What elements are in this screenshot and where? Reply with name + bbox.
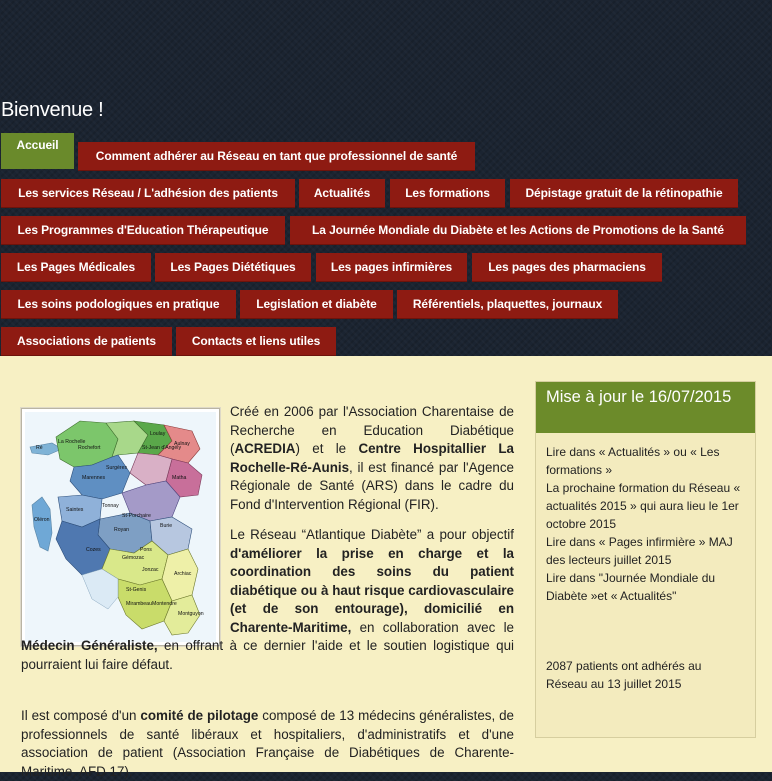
intro-paragraph-2: Le Réseau “Atlantique Diabète” a pour objectif d'améliorer la prise en charge et la coordination des soins du patient diabétique ou à haut risque cardiovasculaire (et de son entourage), domicilié en Charente-Maritime, en collaboration avec le Médecin Généraliste, en offrant à ce dernier l'aide et le soutien logistique qui pourraient lui faire défaut. bbox=[21, 527, 514, 672]
tab-journee-mondiale[interactable]: La Journée Mondiale du Diabète et les Actions de Promotions de la Santé bbox=[290, 216, 746, 245]
map-label: Saintes bbox=[66, 507, 84, 513]
intro-paragraph-1: Créé en 2006 par l'Association Charentaise de Recherche en Education Diabétique (ACREDIA) et le Centre Hospitallier La Rochelle-Ré-Aunis, il est financé par l'Agence Régionale de Santé (ARS) dans le cadre du Fond d'Intervention Régional (FIR). bbox=[230, 404, 514, 512]
map-label: St-Porchaire bbox=[122, 513, 151, 519]
map-label: Gémozac bbox=[122, 555, 145, 561]
map-label: Rochefort bbox=[78, 445, 101, 451]
main-content bbox=[0, 356, 772, 779]
tab-associations-patients[interactable]: Associations de patients bbox=[1, 327, 172, 356]
sidebar-item[interactable]: Lire dans "Journée Mondiale du Diabète »et « Actualités" bbox=[546, 571, 716, 603]
map-label: Matha bbox=[172, 475, 187, 481]
map-label: Tonnay bbox=[102, 503, 119, 509]
map-label: Montguyon bbox=[178, 611, 204, 617]
patients-count: 2087 patients ont adhérés au Réseau au 13 juillet 2015 bbox=[546, 659, 702, 691]
tab-pages-dietetiques[interactable]: Les Pages Diététiques bbox=[155, 253, 311, 282]
tab-contacts-liens[interactable]: Contacts et liens utiles bbox=[176, 327, 336, 356]
map-label: Pons bbox=[140, 547, 152, 553]
tab-actualites[interactable]: Actualités bbox=[299, 179, 385, 208]
tab-soins-podologiques[interactable]: Les soins podologiques en pratique bbox=[1, 290, 236, 319]
map-label: Aulnay bbox=[174, 441, 190, 447]
map-label: Mirambeau bbox=[126, 601, 152, 607]
map-label: Burie bbox=[160, 523, 173, 529]
tab-pages-medicales[interactable]: Les Pages Médicales bbox=[1, 253, 151, 282]
map-label: Loulay bbox=[150, 431, 166, 437]
update-sidebar bbox=[535, 381, 756, 738]
map-label: St-Genis bbox=[126, 587, 147, 593]
tab-accueil[interactable]: Accueil bbox=[1, 133, 74, 169]
tab-pages-pharmaciens[interactable]: Les pages des pharmaciens bbox=[472, 253, 662, 282]
welcome-heading: Bienvenue ! bbox=[1, 99, 104, 121]
map-label: St-Jean d'Angély bbox=[142, 445, 182, 451]
tab-services-reseau[interactable]: Les services Réseau / L'adhésion des patients bbox=[1, 179, 295, 208]
map-label: Surgères bbox=[106, 465, 128, 471]
tab-referentiels[interactable]: Référentiels, plaquettes, journaux bbox=[397, 290, 618, 319]
map-label: Oléron bbox=[34, 517, 50, 523]
sidebar-item[interactable]: La prochaine formation du Réseau « actualités 2015 » qui aura lieu le 1er octobre 2015 bbox=[546, 481, 741, 531]
sidebar-item[interactable]: Lire dans « Pages infirmière » MAJ des lecteurs juillet 2015 bbox=[546, 535, 733, 567]
map-label: Royan bbox=[114, 527, 129, 533]
map-label: Cozes bbox=[86, 547, 101, 553]
map-label: Marennes bbox=[82, 475, 106, 481]
intro-paragraph-3: Il est composé d'un comité de pilotage composé de 13 médecins généralistes, de professionnels de santé libéraux et hospitaliers, d'administratifs et d'une association de patient (Association Française de Diabétiques de Charente-Maritime, AFD 17). bbox=[21, 708, 515, 779]
sidebar-title: Mise à jour le 16/07/2015 bbox=[536, 382, 755, 433]
map-label: Jonzac bbox=[142, 567, 159, 573]
tab-programmes-education[interactable]: Les Programmes d'Education Thérapeutique bbox=[1, 216, 285, 245]
tab-adherer-professionnel[interactable]: Comment adhérer au Réseau en tant que professionnel de santé bbox=[78, 142, 475, 171]
sidebar-updates bbox=[536, 433, 755, 605]
tab-legislation-diabete[interactable]: Legislation et diabète bbox=[240, 290, 393, 319]
map-label: Montendre bbox=[152, 601, 177, 607]
tab-formations[interactable]: Les formations bbox=[390, 179, 505, 208]
map-label: La Rochelle bbox=[58, 439, 86, 445]
map-label: Ré bbox=[36, 445, 43, 451]
tab-depistage-retinopathie[interactable]: Dépistage gratuit de la rétinopathie bbox=[510, 179, 738, 208]
sidebar-item[interactable]: Lire dans « Actualités » ou « Les formations » bbox=[546, 445, 720, 477]
tab-pages-infirmieres[interactable]: Les pages infirmières bbox=[316, 253, 467, 282]
map-label: Archiac bbox=[174, 571, 192, 577]
